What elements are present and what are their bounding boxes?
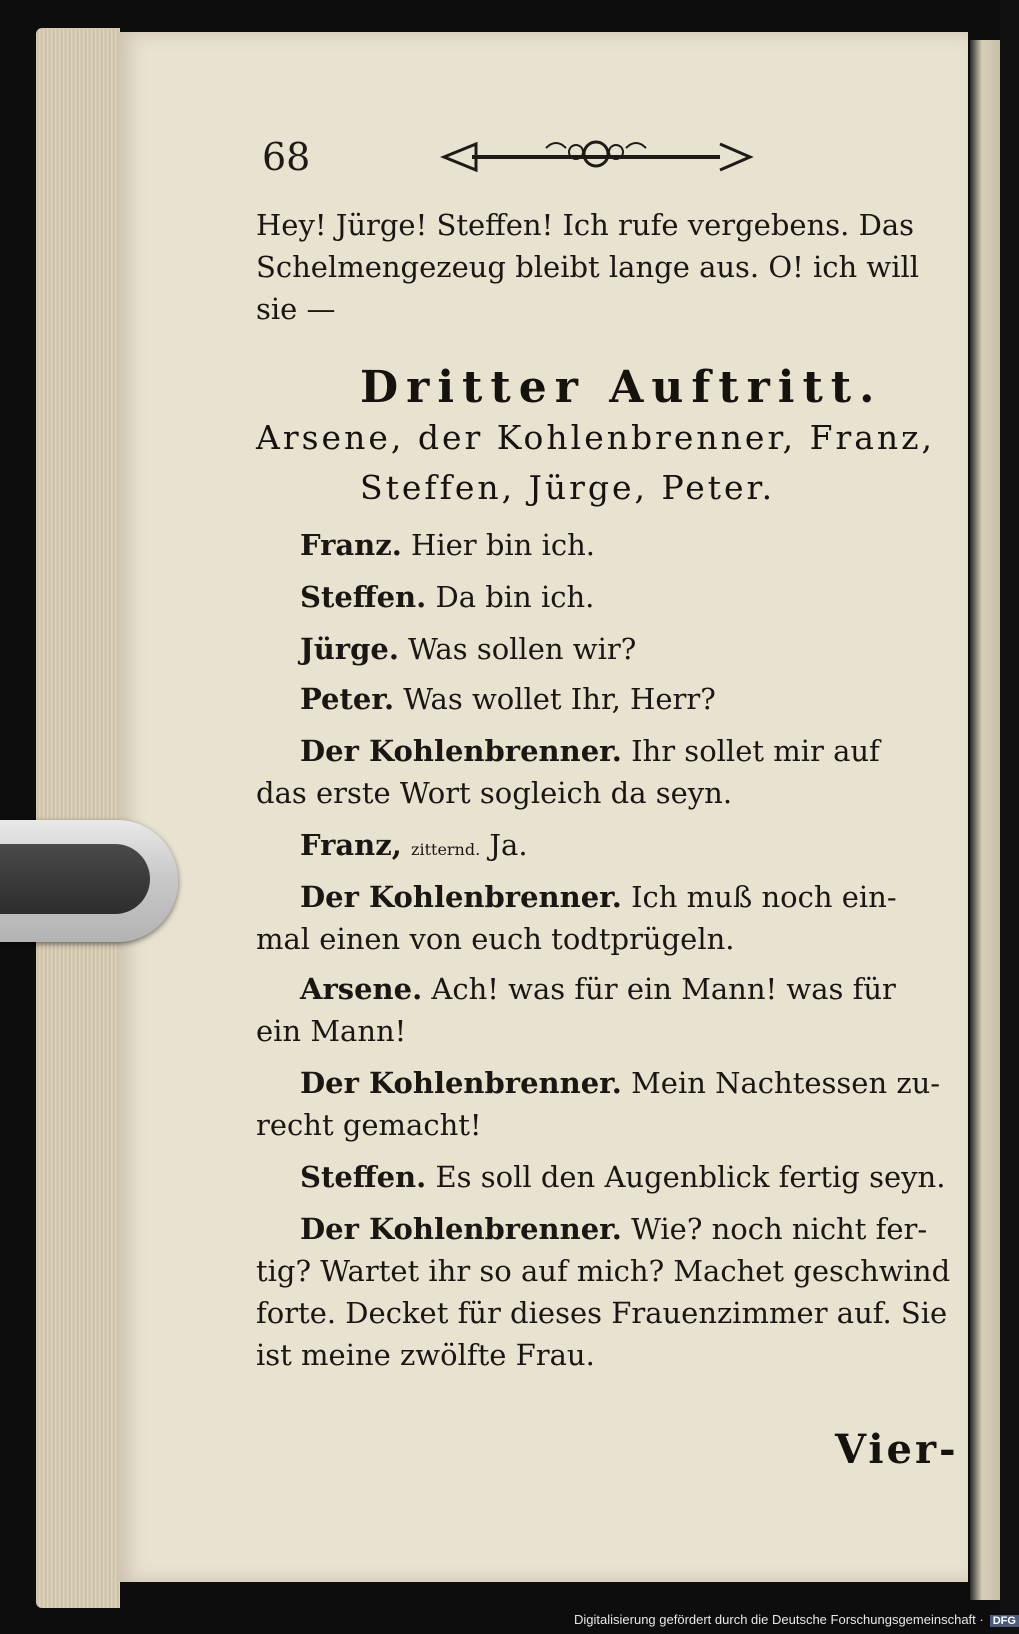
spoken-text: Da bin ich.	[435, 580, 595, 614]
speaker-name: Steffen.	[300, 580, 427, 614]
dialogue-line	[300, 1160, 945, 1194]
speaker-name: Der Kohlenbrenner.	[300, 880, 622, 914]
spoken-text: Ach! was für ein Mann! was für	[431, 972, 896, 1006]
dialogue-line	[300, 1212, 927, 1246]
speaker-name: Der Kohlenbrenner.	[300, 1066, 622, 1100]
dfg-logo: DFG	[990, 1615, 1019, 1627]
dialogue-continuation: tig? Wartet ihr so auf mich? Machet geschwind	[256, 1254, 951, 1288]
dialogue-continuation: ein Mann!	[256, 1014, 407, 1048]
dialogue-line	[300, 828, 528, 862]
cast-line-1: Arsene, der Kohlenbrenner, Franz,	[256, 418, 936, 457]
digitization-footer	[574, 1612, 1019, 1627]
dialogue-line	[300, 632, 636, 666]
dialogue-continuation: mal einen von euch todtprügeln.	[256, 922, 735, 956]
spoken-text: Hier bin ich.	[411, 528, 595, 562]
dialogue-line	[300, 734, 880, 768]
spoken-text: Wie? noch nicht fer-	[631, 1212, 928, 1246]
ornament-icon	[436, 134, 756, 180]
cast-line-2: Steffen, Jürge, Peter.	[360, 468, 776, 507]
dialogue-continuation: das erste Wort sogleich da seyn.	[256, 776, 733, 810]
spoken-text: Was wollet Ihr, Herr?	[403, 682, 716, 716]
dialogue-line	[300, 972, 896, 1006]
spoken-text: Ihr sollet mir auf	[631, 734, 880, 768]
spoken-text: Es soll den Augenblick fertig seyn.	[435, 1160, 946, 1194]
dialogue-line	[300, 880, 897, 914]
speaker-name: Franz,	[300, 828, 402, 862]
page-clamp-tab	[0, 820, 178, 942]
page-number: 68	[262, 135, 311, 179]
speaker-name: Der Kohlenbrenner.	[300, 1212, 622, 1246]
page-stack-edge	[36, 28, 120, 1608]
intro-line-3: sie —	[256, 292, 336, 326]
speaker-name: Der Kohlenbrenner.	[300, 734, 622, 768]
spoken-text: Was sollen wir?	[408, 632, 637, 666]
facing-page-edge	[970, 40, 1000, 1600]
catchword: Vier-	[835, 1426, 959, 1473]
dialogue-line	[300, 682, 716, 716]
dialogue-continuation: ist meine zwölfte Frau.	[256, 1338, 595, 1372]
spoken-text: Ich muß noch ein-	[631, 880, 897, 914]
dialogue-continuation: forte. Decket für dieses Frauenzimmer auf. Sie	[256, 1296, 948, 1330]
intro-line-1: Hey! Jürge! Steffen! Ich rufe vergebens. Das	[256, 208, 914, 242]
spoken-text: Ja.	[489, 828, 528, 862]
speaker-name: Peter.	[300, 682, 395, 716]
speaker-name: Arsene.	[300, 972, 423, 1006]
dialogue-line	[300, 528, 595, 562]
stage-direction: zitternd.	[411, 840, 481, 859]
speaker-name: Steffen.	[300, 1160, 427, 1194]
speaker-name: Jürge.	[300, 632, 399, 666]
dialogue-line	[300, 580, 594, 614]
dialogue-line	[300, 1066, 940, 1100]
spoken-text: Mein Nachtessen zu-	[631, 1066, 941, 1100]
scene-heading: Dritter Auftritt.	[360, 362, 883, 413]
intro-line-2: Schelmengezeug bleibt lange aus. O! ich will	[256, 250, 920, 284]
speaker-name: Franz.	[300, 528, 402, 562]
footer-text: Digitalisierung gefördert durch die Deutsche Forschungsgemeinschaft ·	[574, 1612, 984, 1627]
dialogue-continuation: recht gemacht!	[256, 1108, 482, 1142]
